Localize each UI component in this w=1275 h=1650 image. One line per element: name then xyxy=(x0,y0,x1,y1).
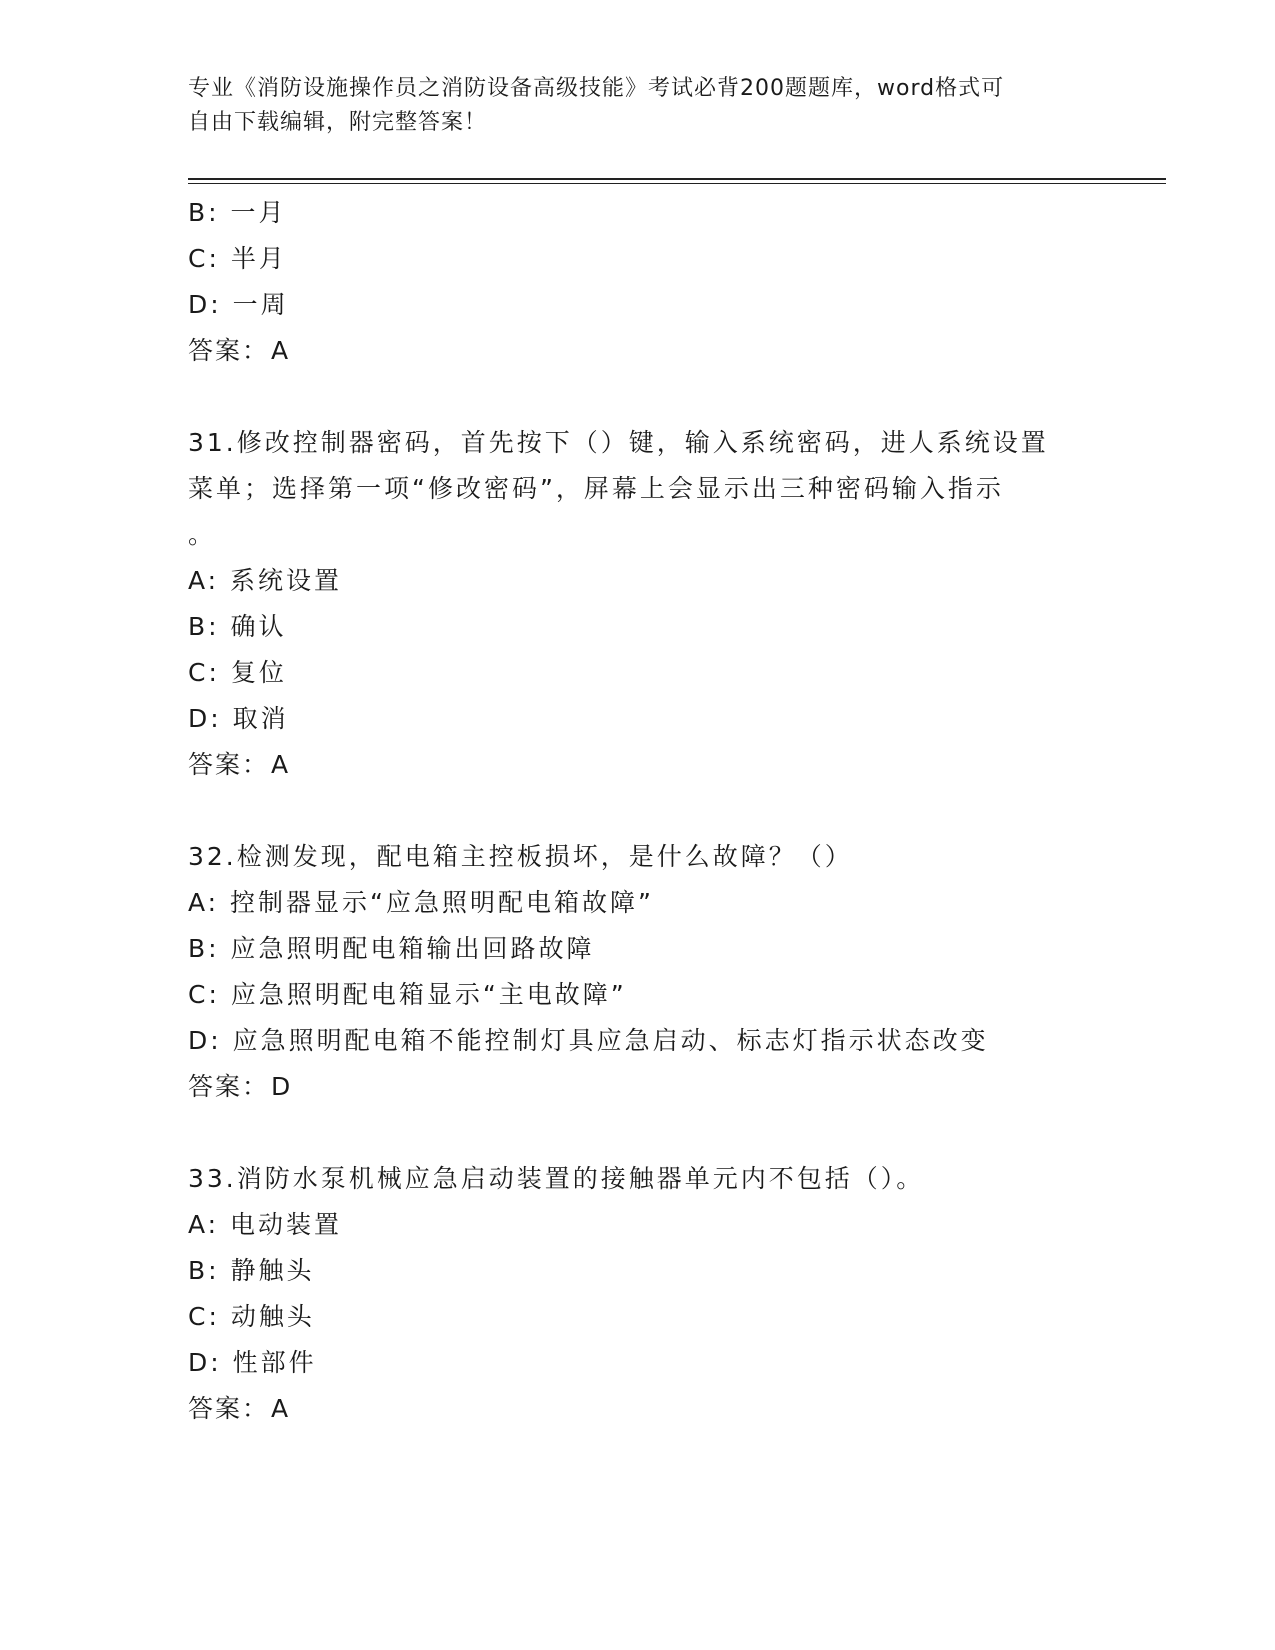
option-d xyxy=(188,282,1088,328)
option-b xyxy=(188,926,1088,972)
question-text: 修改控制器密码，首先按下（）键，输入系统密码，进人系统设置 xyxy=(236,428,1049,457)
option-text: 电动装置 xyxy=(230,1210,343,1239)
answer-value: A xyxy=(271,1394,291,1423)
answer-line xyxy=(188,742,1088,788)
option-key: B: xyxy=(188,934,220,963)
option-text: 半月 xyxy=(230,244,287,273)
option-text: 确认 xyxy=(230,612,287,641)
option-d xyxy=(188,696,1088,742)
question-32 xyxy=(188,834,1088,1110)
header-line-2: 自由下载编辑，附完整答案！ xyxy=(188,110,488,135)
option-key: D: xyxy=(188,704,222,733)
question-text-line xyxy=(188,834,1088,880)
option-c xyxy=(188,236,1088,282)
option-b xyxy=(188,604,1088,650)
question-text-line: 。 xyxy=(188,520,217,549)
option-key: A: xyxy=(188,888,220,917)
option-key: B: xyxy=(188,198,220,227)
answer-label: 答案： xyxy=(188,336,270,365)
option-key: D: xyxy=(188,1026,222,1055)
document-header xyxy=(188,72,1068,140)
question-number: 32. xyxy=(188,842,237,871)
option-text: 应急照明配电箱输出回路故障 xyxy=(230,934,595,963)
option-key: C: xyxy=(188,1302,220,1331)
question-list xyxy=(188,190,1088,1432)
option-text: 系统设置 xyxy=(230,566,343,595)
answer-line xyxy=(188,1386,1088,1432)
option-text: 一周 xyxy=(232,290,289,319)
option-c xyxy=(188,650,1088,696)
question-text: 消防水泵机械应急启动装置的接触器单元内不包括（）。 xyxy=(236,1164,925,1193)
option-key: A: xyxy=(188,566,220,595)
header-divider-thin xyxy=(188,183,1166,184)
option-key: A: xyxy=(188,1210,220,1239)
header-line-1: 专业《消防设施操作员之消防设备高级技能》考试必背200题题库，word格式可 xyxy=(188,76,1005,101)
answer-line xyxy=(188,328,1088,374)
answer-value: A xyxy=(271,750,291,779)
option-c xyxy=(188,1294,1088,1340)
option-key: C: xyxy=(188,244,220,273)
option-key: C: xyxy=(188,658,220,687)
question-number: 33. xyxy=(188,1164,237,1193)
option-b xyxy=(188,1248,1088,1294)
option-c xyxy=(188,972,1088,1018)
question-31 xyxy=(188,420,1088,788)
answer-label: 答案： xyxy=(188,1394,270,1423)
option-text: 应急照明配电箱显示“主电故障” xyxy=(230,980,627,1009)
option-a xyxy=(188,880,1088,926)
option-text: 控制器显示“应急照明配电箱故障” xyxy=(230,888,654,917)
option-key: B: xyxy=(188,612,220,641)
option-text: 一月 xyxy=(230,198,287,227)
answer-label: 答案： xyxy=(188,1072,270,1101)
answer-value: A xyxy=(271,336,291,365)
option-key: D: xyxy=(188,290,222,319)
answer-line xyxy=(188,1064,1088,1110)
option-text: 取消 xyxy=(232,704,289,733)
question-number: 31. xyxy=(188,428,237,457)
prev-question-block xyxy=(188,190,1088,374)
question-33 xyxy=(188,1156,1088,1432)
option-d xyxy=(188,1018,1088,1064)
question-text-line xyxy=(188,1156,1088,1202)
option-text: 复位 xyxy=(230,658,287,687)
option-key: D: xyxy=(188,1348,222,1377)
option-a xyxy=(188,1202,1088,1248)
question-text: 检测发现，配电箱主控板损坏，是什么故障？（） xyxy=(236,842,853,871)
answer-value: D xyxy=(271,1072,293,1101)
option-b xyxy=(188,190,1088,236)
option-key: B: xyxy=(188,1256,220,1285)
option-text: 性部件 xyxy=(232,1348,317,1377)
option-d xyxy=(188,1340,1088,1386)
answer-label: 答案： xyxy=(188,750,270,779)
question-text-line: 菜单；选择第一项“修改密码”，屏幕上会显示出三种密码输入指示 xyxy=(188,474,1004,503)
header-divider-thick xyxy=(188,178,1166,180)
option-text: 动触头 xyxy=(230,1302,315,1331)
option-text: 静触头 xyxy=(230,1256,315,1285)
option-key: C: xyxy=(188,980,220,1009)
question-text-line xyxy=(188,420,1088,466)
option-text: 应急照明配电箱不能控制灯具应急启动、标志灯指示状态改变 xyxy=(232,1026,989,1055)
option-a xyxy=(188,558,1088,604)
